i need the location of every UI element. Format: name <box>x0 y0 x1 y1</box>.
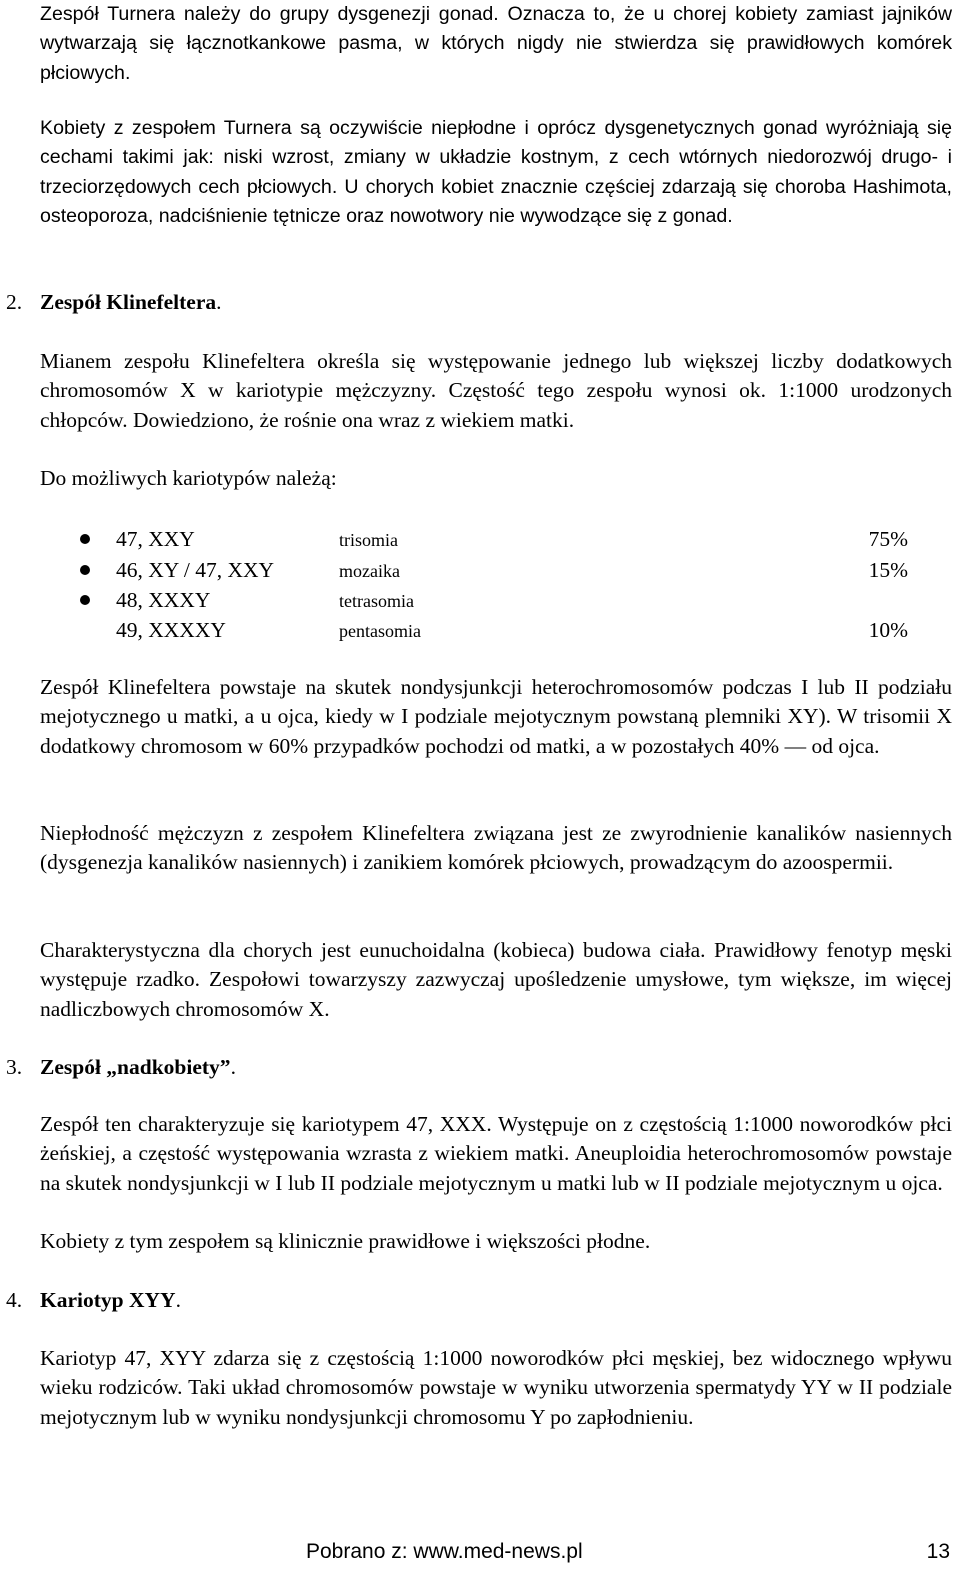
section-number: 2. <box>6 290 23 314</box>
list-item <box>0 585 960 615</box>
paragraph-klinefelter-definition: Mianem zespołu Klinefeltera określa się występowanie jednego lub większej liczby dodatkowych chromosomów X w kariotypie mężczyzny. Częstość tego zespołu wynosi ok. 1:1000 urodzonych chłopców. Dowiedziono, że rośnie ona wraz z wiekiem matki. <box>40 349 952 432</box>
karyotype-type: trisomia <box>339 530 398 550</box>
karyotype-label: 46, XY / 47, XXY <box>116 558 275 582</box>
page-footer <box>0 1536 960 1568</box>
karyotype-percent: 15% <box>868 558 908 582</box>
footer-source: Pobrano z: www.med-news.pl <box>306 1540 583 1563</box>
page-number: 13 <box>926 1540 950 1563</box>
list-item <box>0 555 960 585</box>
karyotype-percent: 10% <box>868 618 908 642</box>
list-item <box>0 615 960 645</box>
karyotype-label: 49, XXXXY <box>116 618 226 642</box>
section-title: Zespół Klinefeltera. <box>40 290 222 314</box>
list-item <box>0 524 960 554</box>
karyotype-type: tetrasomia <box>339 591 414 611</box>
bullet-icon <box>80 595 90 605</box>
section-title: Kariotyp XYY. <box>40 1288 181 1312</box>
paragraph-klinefelter-body: Charakterystyczna dla chorych jest eunuchoidalna (kobieca) budowa ciała. Prawidłowy fenotyp męski występuje rzadko. Zespołowi towarzyszy zazwyczaj upośledzenie umysłowe, tym większe, im więcej nadliczbowych chromosomów X. <box>40 938 952 1021</box>
paragraph-superfemale-karyotype: Zespół ten charakteryzuje się kariotypem 47, XXX. Występuje on z częstością 1:1000 noworodków płci żeńskiej, a częstość występowania wzrasta z wiekiem matki. Aneuploidia heterochromosomów powstaje na skutek nondysjunkcji w I lub II podziale mejotycznym u matki lub w II podziale mejotycznym u ojca. <box>40 1112 952 1195</box>
paragraph-xyy: Kariotyp 47, XYY zdarza się z częstością 1:1000 noworodków płci męskiej, bez widocznego wpływu wieku rodziców. Taki układ chromosomów powstaje w wyniku utworzenia spermatydy YY w II podziale mejotycznym lub w wyniku nondysjunkcji chromosomu Y po zapłodnieniu. <box>40 1346 952 1429</box>
paragraph-turner-intro: Zespół Turnera należy do grupy dysgenezji gonad. Oznacza to, że u chorej kobiety zamiast jajników wytwarzają się łącznotkankowe pasma, w których nigdy nie stwierdza się prawidłowych komórek płciowych. <box>40 3 952 84</box>
karyotype-type: pentasomia <box>339 621 421 641</box>
paragraph-turner-features: Kobiety z zespołem Turnera są oczywiście niepłodne i oprócz dysgenetycznych gonad wyróżniają się cechami takimi jak: niski wzrost, zmiany w układzie kostnym, z cech wtórnych niedorozwój drugo- i trzeciorzędowych cech płciowych. U chorych kobiet znacznie częściej zdarzają się choroba Hashimota, osteoporoza, nadciśnienie tętnicze oraz nowotwory nie wywodzące się z gonad. <box>40 117 952 227</box>
section-title: Zespół „nadkobiety”. <box>40 1055 236 1079</box>
paragraph-klinefelter-origin: Zespół Klinefeltera powstaje na skutek nondysjunkcji heterochromosomów podczas I lub II podziału mejotycznego u matki, a u ojca, kiedy w I podziale mejotycznym powstaną plemniki XY). W trisomii X dodatkowy chromosom w 60% przypadków pochodzi od matki, a w pozostałych 40% — od ojca. <box>40 675 952 758</box>
paragraph-karyotypes-intro: Do możliwych kariotypów należą: <box>40 466 337 490</box>
section-number: 3. <box>6 1055 23 1079</box>
karyotype-label: 48, XXXY <box>116 588 211 612</box>
karyotype-label: 47, XXY <box>116 527 195 551</box>
section-number: 4. <box>6 1288 23 1312</box>
paragraph-klinefelter-infertility: Niepłodność mężczyzn z zespołem Klinefeltera związana jest ze zwyrodnienie kanalików nasiennych (dysgenezja kanalików nasiennych) i zanikiem komórek płciowych, prowadzącym do azoospermii. <box>40 821 952 875</box>
karyotype-type: mozaika <box>339 561 400 581</box>
bullet-icon <box>80 565 90 575</box>
karyotype-percent: 75% <box>868 527 908 551</box>
bullet-icon <box>80 534 90 544</box>
paragraph-superfemale-fertility: Kobiety z tym zespołem są klinicznie prawidłowe i większości płodne. <box>40 1229 651 1253</box>
